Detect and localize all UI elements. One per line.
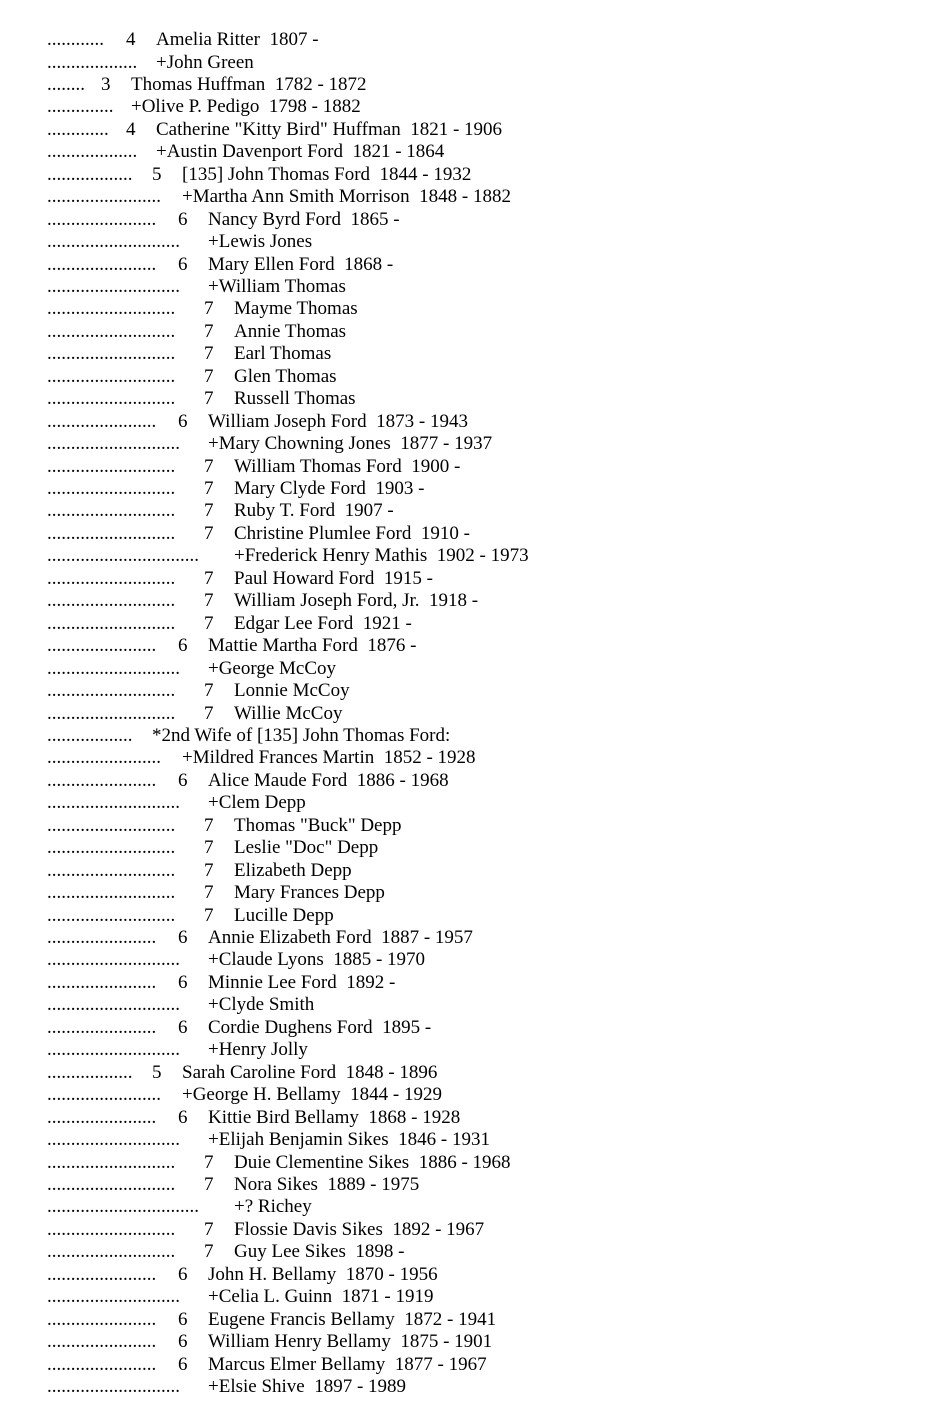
spouse-name: +George H. Bellamy 1844 - 1929 [182, 1084, 442, 1106]
leader-dots: ........................... [47, 478, 176, 499]
generation-number: 3 [101, 73, 111, 95]
leader-dots: ........ [47, 73, 85, 95]
leader-dots: ........................... [47, 500, 176, 522]
person-name: Amelia Ritter 1807 - [156, 29, 319, 50]
spouse-name: +Clem Depp [208, 792, 306, 814]
person-name: [135] John Thomas Ford 1844 - 1932 [182, 163, 472, 185]
generation-number: 7 [204, 567, 214, 589]
leader-dots: ........................... [47, 1151, 176, 1173]
generation-number: 7 [204, 590, 214, 612]
spouse-name: +Austin Davenport Ford 1821 - 1864 [156, 141, 445, 163]
generation-number: 7 [204, 365, 214, 387]
person-name: Minnie Lee Ford 1892 - [208, 971, 396, 993]
generation-number: 5 [152, 163, 162, 185]
leader-dots: ............................ [47, 994, 180, 1016]
leader-dots: ........................... [47, 882, 176, 904]
leader-dots: ........................... [47, 298, 176, 320]
leader-dots: ........................ [47, 186, 161, 208]
person-name: William Henry Bellamy 1875 - 1901 [208, 1331, 493, 1353]
leader-dots: .................. [47, 724, 133, 746]
generation-number: 7 [204, 1218, 214, 1240]
spouse-name: +Clyde Smith [208, 994, 315, 1016]
generation-number: 6 [178, 1353, 188, 1375]
spouse-name: +Mildred Frances Martin 1852 - 1928 [182, 747, 476, 769]
generation-number: 7 [204, 1241, 214, 1263]
leader-dots: ....................... [47, 769, 157, 791]
generation-number: 7 [204, 320, 214, 342]
person-name: Marcus Elmer Bellamy 1877 - 1967 [208, 1353, 487, 1375]
generation-number: 7 [204, 904, 214, 926]
person-name: Catherine "Kitty Bird" Huffman 1821 - 1906 [156, 118, 503, 140]
generation-number: 4 [126, 118, 136, 140]
leader-dots: ....................... [47, 971, 157, 993]
generation-number: 6 [178, 253, 188, 275]
leader-dots: ....................... [47, 1263, 157, 1285]
person-name: Mayme Thomas [234, 298, 358, 320]
generation-number: 7 [204, 343, 214, 365]
leader-dots: ............................ [47, 949, 180, 971]
leader-dots: ........................... [47, 1241, 176, 1263]
person-name: Ruby T. Ford 1907 - [234, 500, 394, 522]
generation-number: 6 [178, 1308, 188, 1330]
generation-number: 7 [204, 1151, 214, 1173]
spouse-name: +Lewis Jones [208, 231, 313, 252]
leader-dots: ........................... [47, 455, 176, 477]
leader-dots: ....................... [47, 410, 157, 432]
spouse-name: +Frederick Henry Mathis 1902 - 1973 [234, 545, 529, 567]
leader-dots: ................................ [47, 1196, 199, 1218]
person-name: Nora Sikes 1889 - 1975 [234, 1174, 420, 1195]
person-name: Mattie Martha Ford 1876 - [208, 635, 417, 657]
generation-number: 7 [204, 500, 214, 522]
person-name: Russell Thomas [234, 388, 356, 410]
leader-dots: ........................... [47, 680, 176, 701]
generation-number: 6 [178, 208, 188, 230]
person-name: Kittie Bird Bellamy 1868 - 1928 [208, 1106, 461, 1128]
generation-number: 4 [126, 29, 136, 50]
spouse-name: +Mary Chowning Jones 1877 - 1937 [208, 433, 493, 455]
person-name: Sarah Caroline Ford 1848 - 1896 [182, 1061, 438, 1083]
leader-dots: ............................ [47, 792, 180, 814]
generation-number: 6 [178, 769, 188, 791]
person-name: Flossie Davis Sikes 1892 - 1967 [234, 1218, 485, 1240]
generation-number: 7 [204, 455, 214, 477]
generation-number: 6 [178, 1263, 188, 1285]
leader-dots: ....................... [47, 927, 157, 948]
person-name: William Joseph Ford 1873 - 1943 [208, 410, 468, 432]
person-name: Mary Ellen Ford 1868 - [208, 253, 394, 275]
person-name: Willie McCoy [234, 702, 343, 724]
person-name: Thomas "Buck" Depp [234, 814, 402, 836]
generation-number: 6 [178, 1106, 188, 1128]
spouse-name: +George McCoy [208, 657, 337, 679]
leader-dots: ............ [47, 29, 104, 50]
person-name: Christine Plumlee Ford 1910 - [234, 522, 470, 544]
leader-dots: ........................... [47, 590, 176, 612]
leader-dots: ....................... [47, 1331, 157, 1353]
leader-dots: ........................... [47, 320, 176, 342]
generation-number: 6 [178, 635, 188, 657]
person-name: Leslie "Doc" Depp [234, 837, 379, 859]
generation-number: 7 [204, 814, 214, 836]
leader-dots: ....................... [47, 1353, 157, 1375]
person-name: Edgar Lee Ford 1921 - [234, 612, 412, 634]
leader-dots: ........................... [47, 1174, 176, 1195]
leader-dots: ........................... [47, 904, 176, 926]
person-name: Lonnie McCoy [234, 680, 350, 701]
generation-number: 6 [178, 1016, 188, 1038]
person-name: Earl Thomas [234, 343, 332, 365]
person-name: Lucille Depp [234, 904, 334, 926]
generation-number: 6 [178, 971, 188, 993]
spouse-name: *2nd Wife of [135] John Thomas Ford: [152, 724, 451, 746]
person-name: Annie Elizabeth Ford 1887 - 1957 [208, 927, 473, 948]
person-name: Nancy Byrd Ford 1865 - [208, 208, 400, 230]
person-name: Annie Thomas [234, 320, 347, 342]
generation-number: 6 [178, 410, 188, 432]
leader-dots: ....................... [47, 1106, 157, 1128]
leader-dots: ................................ [47, 545, 199, 567]
generation-number: 5 [152, 1061, 162, 1083]
person-name: Thomas Huffman 1782 - 1872 [131, 73, 367, 95]
leader-dots: ................... [47, 141, 138, 163]
person-name: Eugene Francis Bellamy 1872 - 1941 [208, 1308, 497, 1330]
person-name: Mary Frances Depp [234, 882, 385, 904]
leader-dots: ........................... [47, 343, 176, 365]
leader-dots: ........................... [47, 365, 176, 387]
person-name: William Thomas Ford 1900 - [234, 455, 461, 477]
leader-dots: ............................ [47, 1376, 180, 1397]
leader-dots: ........................ [47, 747, 161, 769]
generation-number: 7 [204, 388, 214, 410]
leader-dots: ....................... [47, 635, 157, 657]
leader-dots: .................. [47, 1061, 133, 1083]
generation-number: 7 [204, 859, 214, 881]
spouse-name: +Olive P. Pedigo 1798 - 1882 [131, 96, 361, 118]
spouse-name: +Elsie Shive 1897 - 1989 [208, 1376, 407, 1397]
spouse-name: +Celia L. Guinn 1871 - 1919 [208, 1286, 434, 1308]
person-name: Elizabeth Depp [234, 859, 352, 881]
leader-dots: ........................... [47, 814, 176, 836]
leader-dots: ........................... [47, 837, 176, 859]
leader-dots: ............................ [47, 1129, 180, 1150]
spouse-name: +William Thomas [208, 275, 346, 297]
spouse-name: +John Green [156, 51, 254, 73]
leader-dots: ........................ [47, 1084, 161, 1106]
leader-dots: ........................... [47, 1218, 176, 1240]
person-name: John H. Bellamy 1870 - 1956 [208, 1263, 438, 1285]
leader-dots: ............. [47, 118, 109, 140]
generation-number: 7 [204, 522, 214, 544]
generation-number: 6 [178, 1331, 188, 1353]
generation-number: 7 [204, 478, 214, 499]
leader-dots: ............................ [47, 1039, 180, 1061]
spouse-name: +Elijah Benjamin Sikes 1846 - 1931 [208, 1129, 490, 1150]
leader-dots: ....................... [47, 253, 157, 275]
generation-number: 7 [204, 837, 214, 859]
person-name: Paul Howard Ford 1915 - [234, 567, 433, 589]
person-name: Mary Clyde Ford 1903 - [234, 478, 425, 499]
leader-dots: ....................... [47, 208, 157, 230]
leader-dots: ........................... [47, 567, 176, 589]
spouse-name: +Claude Lyons 1885 - 1970 [208, 949, 426, 971]
person-name: William Joseph Ford, Jr. 1918 - [234, 590, 479, 612]
leader-dots: ............................ [47, 231, 180, 252]
spouse-name: +? Richey [234, 1196, 312, 1218]
person-name: Duie Clementine Sikes 1886 - 1968 [234, 1151, 511, 1173]
leader-dots: ....................... [47, 1308, 157, 1330]
leader-dots: ........................... [47, 388, 176, 410]
generation-number: 7 [204, 298, 214, 320]
leader-dots: .................. [47, 163, 133, 185]
generation-number: 6 [178, 927, 188, 948]
leader-dots: .............. [47, 96, 114, 118]
leader-dots: ........................... [47, 522, 176, 544]
leader-dots: ........................... [47, 859, 176, 881]
leader-dots: ............................ [47, 275, 180, 297]
spouse-name: +Henry Jolly [208, 1039, 308, 1061]
person-name: Guy Lee Sikes 1898 - [234, 1241, 405, 1263]
generation-number: 7 [204, 1174, 214, 1195]
leader-dots: ....................... [47, 1016, 157, 1038]
leader-dots: ........................... [47, 702, 176, 724]
spouse-name: +Martha Ann Smith Morrison 1848 - 1882 [182, 186, 511, 208]
person-name: Alice Maude Ford 1886 - 1968 [208, 769, 449, 791]
generation-number: 7 [204, 882, 214, 904]
generation-number: 7 [204, 680, 214, 701]
leader-dots: ............................ [47, 657, 180, 679]
leader-dots: ............................ [47, 433, 180, 455]
generation-number: 7 [204, 612, 214, 634]
leader-dots: ............................ [47, 1286, 180, 1308]
leader-dots: ................... [47, 51, 138, 73]
generation-number: 7 [204, 702, 214, 724]
person-name: Glen Thomas [234, 365, 337, 387]
leader-dots: ........................... [47, 612, 176, 634]
person-name: Cordie Dughens Ford 1895 - [208, 1016, 432, 1038]
